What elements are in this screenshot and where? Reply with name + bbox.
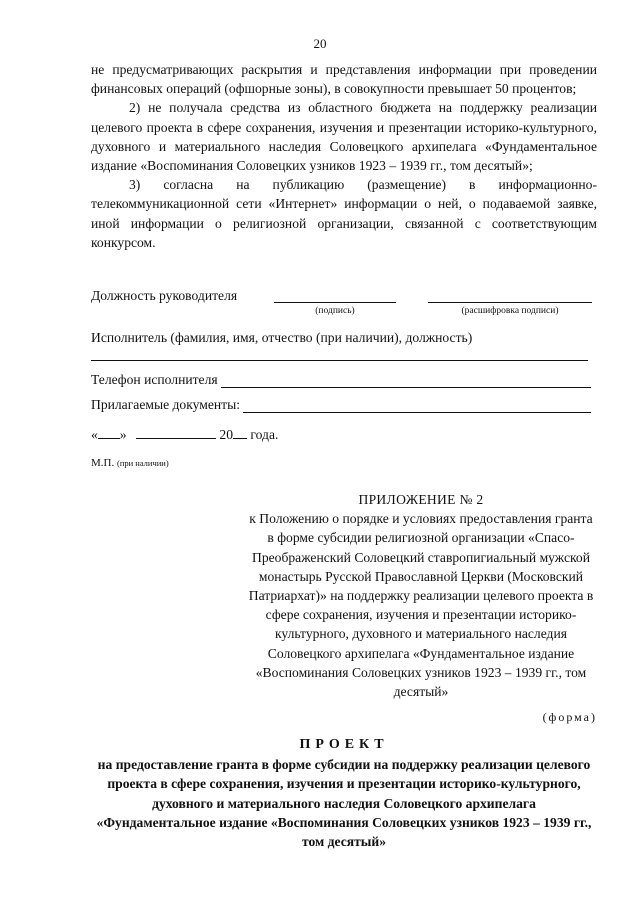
date-row [91, 426, 278, 443]
executor-line[interactable] [91, 360, 588, 361]
signature-decode-line[interactable] [428, 302, 592, 303]
signature-label: Должность руководителя [91, 288, 238, 303]
project-block [91, 735, 597, 851]
seal-label: М.П. [91, 457, 115, 469]
project-text: на предоставление гранта в форме субсидии на поддержку реализации целевого проекта в сфере сохранения, изучения и презентации историко-культурного, духовного и материального наследия Соловецкого архипелага «Фундаментальное издание «Воспоминания Соловецких узников 1923 – 1939 гг., том десятый» [96, 757, 592, 850]
date-year-prefix: 20 [219, 427, 233, 442]
signature-decode-caption: (расшифровка подписи) [461, 306, 559, 316]
page-number: 20 [313, 36, 327, 51]
date-open-quote: « [91, 427, 98, 442]
appendix-text: к Положению о порядке и условиях предоставления гранта в форме субсидии религиозной организации «Спасо-Преображенский Соловецкий ставропигиальный мужской монастырь Русской Православной Церкви (Московский Патриархат)» на поддержку реализации целевого проекта в сфере сохранения, изучения и презентации историко-культурного, духовного и материального наследия Соловецкого архипелага «Фундаментальное издание «Воспоминания Соловецких узников 1923 – 1939 гг., том десятый» [248, 511, 594, 700]
date-month-line[interactable] [136, 426, 216, 439]
date-suffix: года. [250, 427, 279, 442]
signature-caption: (подпись) [315, 306, 355, 316]
paragraph-publication: 3) согласна на публикацию (размещение) в информационно-телекоммуникационной сети «Интернет» информации о ней, о подаваемой заявке, иной информации о религиозной организации, связанной с соответствующим конкурсом. [91, 177, 597, 250]
phone-row [91, 372, 597, 388]
form-label: (форма) [542, 710, 597, 724]
documents-row [91, 397, 597, 413]
seal-note: (при наличии) [116, 458, 169, 468]
paragraph-budget: 2) не получала средства из областного бюджета на поддержку реализации целевого проекта в сфере сохранения, изучения и презентации историко-культурного, духовного и материального наследия Соловецкого архипелага «Фундаментальное издание «Воспоминания Соловецких узников 1923 – 1939 гг., том десятый»; [91, 100, 597, 174]
phone-label: Телефон исполнителя [91, 372, 218, 387]
date-day-line[interactable] [98, 426, 120, 439]
date-close-quote: » [119, 427, 127, 442]
body-text [91, 60, 597, 252]
documents-label: Прилагаемые документы: [91, 397, 241, 412]
executor-label: Исполнитель (фамилия, имя, отчество (при наличии), должность) [91, 330, 473, 345]
seal-place [91, 457, 169, 469]
documents-line[interactable] [243, 398, 591, 413]
signature-line[interactable] [274, 302, 396, 303]
project-title: ПРОЕКТ [299, 737, 389, 752]
phone-line[interactable] [221, 373, 591, 388]
signature-row [91, 288, 597, 324]
appendix-block [245, 490, 597, 701]
paragraph-offshore: не предусматривающих раскрытия и представления информации при проведении финансовых операций (офшорные зоны), в совокупности превышает 50 процентов; [91, 62, 597, 97]
appendix-title: ПРИЛОЖЕНИЕ № 2 [358, 492, 484, 507]
date-year-line[interactable] [233, 426, 247, 439]
